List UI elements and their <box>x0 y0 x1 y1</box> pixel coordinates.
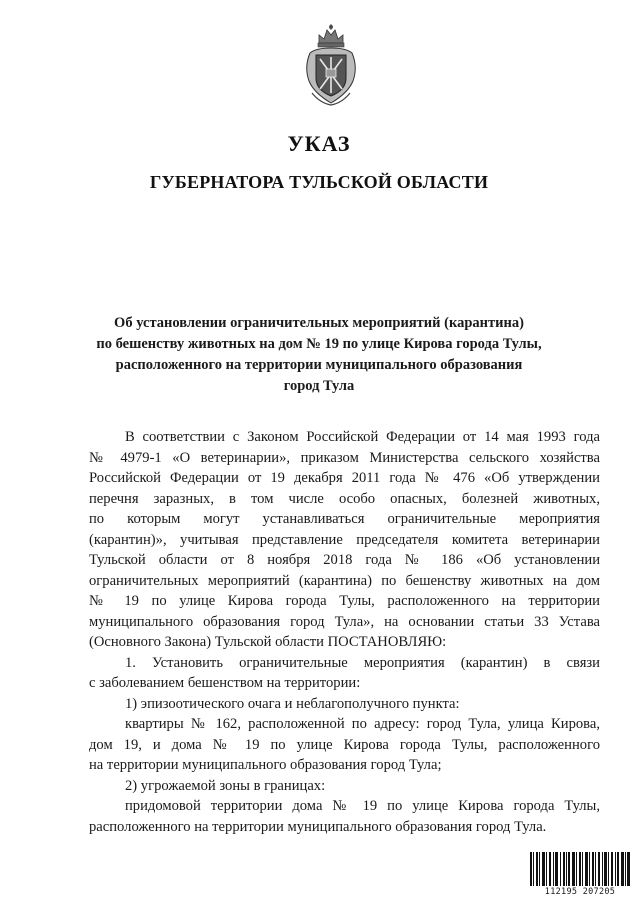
document-subject <box>80 313 558 397</box>
body-line: придомовой территории дома № 19 по улице Кирова города Тулы, <box>125 798 600 814</box>
body-line: 1) эпизоотического очага и неблагополучного пункта: <box>125 695 460 712</box>
body-line: на территории муниципального образования город Тула; <box>89 757 442 773</box>
subject-line: по бешенству животных на дом № 19 по улице Кирова города Тулы, <box>96 336 542 352</box>
body-line: дом 19, и дома № 19 по улице Кирова города Тулы, расположенного <box>89 736 600 753</box>
document-title: УКАЗ <box>287 131 351 156</box>
body-line: муниципального образования город Тула», на основании статьи 33 Устава <box>89 613 600 630</box>
barcode-number: 112195 207205 <box>544 887 616 897</box>
body-line: перечня заразных, в том числе особо опасных, болезней животных, <box>89 490 600 507</box>
subject-line: расположенного на территории муниципального образования <box>115 357 523 373</box>
subject-line: Об установлении ограничительных мероприятий (карантина) <box>114 315 524 331</box>
body-line: квартиры № 162, расположенной по адресу: город Тула, улица Кирова, <box>125 716 600 732</box>
body-line: 1. Установить ограничительные мероприятия (карантин) в связи <box>125 654 600 671</box>
body-line: Тульской области от 8 ноября 2018 года № 186 «Об установлении <box>89 552 600 568</box>
document-subtitle: ГУБЕРНАТОРА ТУЛЬСКОЙ ОБЛАСТИ <box>149 172 489 192</box>
body-line: Российской Федерации от 19 декабря 2011 года № 476 «Об утверждении <box>89 470 600 486</box>
body-line: ограничительных мероприятий (карантина) по бешенству животных на дом <box>89 572 600 589</box>
body-line: (Основного Закона) Тульской области ПОСТАНОВЛЯЮ: <box>89 634 447 650</box>
body-line: 2) угрожаемой зоны в границах: <box>125 777 326 794</box>
body-line: с заболеванием бешенством на территории: <box>89 675 361 691</box>
barcode-icon <box>530 852 630 886</box>
body-line: № 4979-1 «О ветеринарии», приказом Министерства сельского хозяйства <box>89 449 600 466</box>
body-line: № 19 по улице Кирова города Тулы, расположенного на территории <box>89 593 600 609</box>
tula-coat-of-arms-icon <box>302 23 360 107</box>
body-line: по которым могут устанавливаться ограничительные мероприятия <box>89 511 600 527</box>
document-body <box>89 427 600 837</box>
body-line: В соответствии с Законом Российской Федерации от 14 мая 1993 года <box>125 429 600 445</box>
subject-line: город Тула <box>283 378 355 394</box>
document-barcode <box>530 852 630 899</box>
body-line: (карантин)», учитывая представление председателя комитета ветеринарии <box>89 531 600 548</box>
body-line: расположенного на территории муниципального образования город Тула. <box>89 818 547 835</box>
